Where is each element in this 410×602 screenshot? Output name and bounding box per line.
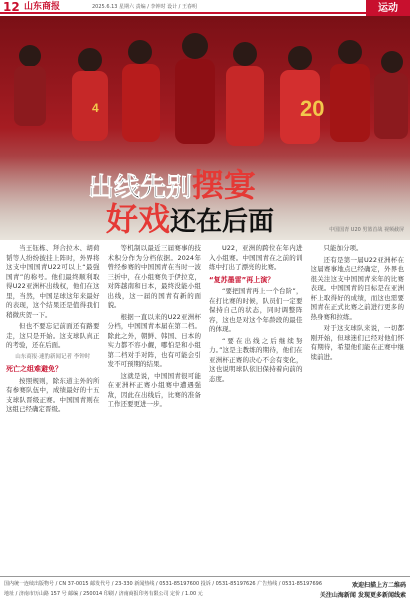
byline: 山东商报·速豹新闻记者 李钟时 — [15, 353, 91, 360]
footer-slogan-2: 关注山海新闻 发现更多新闻线索 — [319, 592, 406, 599]
paragraph: “要在出线之后继续努力。”这是主教练的期待，他们在亚洲杯正赛的决心不会有变化，这也说明球队依旧保持着向前的态度。 — [209, 336, 303, 383]
paragraph: 等机制以最近三届赛事的技术积分作为分档依据。2024年曾经参赛的中国国青在当时一波三折中，在小组赛负于伊拉克，对阵越南和日本，最终没能小组出线，这一届的国青有新的面貌。 — [107, 244, 201, 309]
paragraph: U22，亚洲的跨位在年内进入小组赛。中国国青在之前的训练中打出了漂亮的比赛。 — [209, 244, 303, 271]
headline-part-1b: 摆宴 — [192, 166, 257, 204]
paragraph: 当王钰栋、拜合拉木、胡荷韬等人纷纷披挂上阵时，外界将这支中国国青U22可以上“最强国青”的称号。他们最终顺利取得U22亚洲杯出线权，他们在这里，当然，中国足球这年来最好的表现，这个结果还是值得我们稍微庆贺一下。 — [6, 244, 100, 319]
article-column-4 — [311, 244, 405, 574]
subhead-death-group: 死亡之组难避免？ — [6, 365, 62, 373]
masthead — [0, 0, 410, 14]
paragraph: 但也不要忘记前面还有路要走，这只是开始。这支球队真正的考验，还在后面。 — [6, 322, 100, 349]
subhead-revival: “复苏墨雷”再上演？ — [209, 275, 275, 284]
paragraph: 这就是说，中国国青很可能在亚洲杯正赛小组赛中遭遇强敌，因此在出线后，比赛的准备工作还要更进一步。 — [107, 371, 201, 408]
headline-part-2b: 还在后面 — [170, 207, 275, 237]
footer-info-line-2: 地址 / 济南市历山路 157 号 邮编 / 250014 印刷 / 济南商报印务有限公司 定价 / 1.00 元 — [4, 591, 203, 597]
svg-text:20: 20 — [300, 96, 325, 121]
paragraph: 根据一直以来的U22亚洲杯分档，中国国青本届在第二档。除此之外，朝鲜、韩国、日本的实力都不容小觑，哪怕是和小组第二档对手对阵，也有可能会引发不可预期的结果。 — [107, 312, 201, 368]
dateline: 2025.6.13 星期六 责编 / 李钟时 设计 / 王春明 — [92, 4, 197, 10]
paper-name: 山东商报 — [24, 2, 61, 12]
footer-slogan-1: 欢迎扫描上方二维码 — [351, 582, 406, 589]
headline-line-1 — [88, 166, 388, 204]
article-column-2 — [108, 244, 202, 574]
headline-part-1a: 出线先别 — [88, 173, 193, 203]
paragraph: “要把国青再上一个台阶”，在打比赛的时候，队员们一定要保持自己的状态，同时调整阵容，这也是对这个年龄段的最佳的体现。 — [209, 287, 303, 333]
footer-info-line-1: 国内统一连续出版物号 / CN 37-0015 邮发代号 / 23-330 新闻热线 / 0531-85197600 投诉 / 0531-85197626 广告热线 / 0531-85197696 — [4, 581, 323, 587]
article-column-3 — [209, 244, 303, 574]
paragraph: 按照规则，除东道主外的所有参赛队伍中，成绩最好的十五支球队晋级正赛。中国国青则在这组已经确定晋级。 — [6, 376, 100, 413]
paragraph: 只能加分项。 — [323, 244, 363, 252]
footer — [0, 576, 410, 602]
paragraph: 还有是第一届U22亚洲杯在这届赛事地点已经确定，外界也很关注这支中国国青来年的比赛表现。中国国青的目标是在亚洲杯上取得好的成绩，而这也需要国青在正式比赛之前进行更多的热身赛和拉练。 — [310, 255, 404, 321]
article-body — [6, 244, 404, 574]
page-number: 12 — [3, 0, 20, 14]
photo-credit: 中国国青 U20 男篮首战 视频截屏 — [329, 227, 404, 233]
svg-text:4: 4 — [92, 101, 99, 115]
headline-part-2a: 好戏 — [106, 200, 171, 238]
article-column-1 — [6, 244, 100, 574]
paragraph: 对于这支球队来说，一切都刚开始，但球迷们已经对他们怀有期待，希望他们能在正赛中继续前进。 — [310, 324, 404, 361]
section-tag: 运动 — [366, 0, 410, 18]
